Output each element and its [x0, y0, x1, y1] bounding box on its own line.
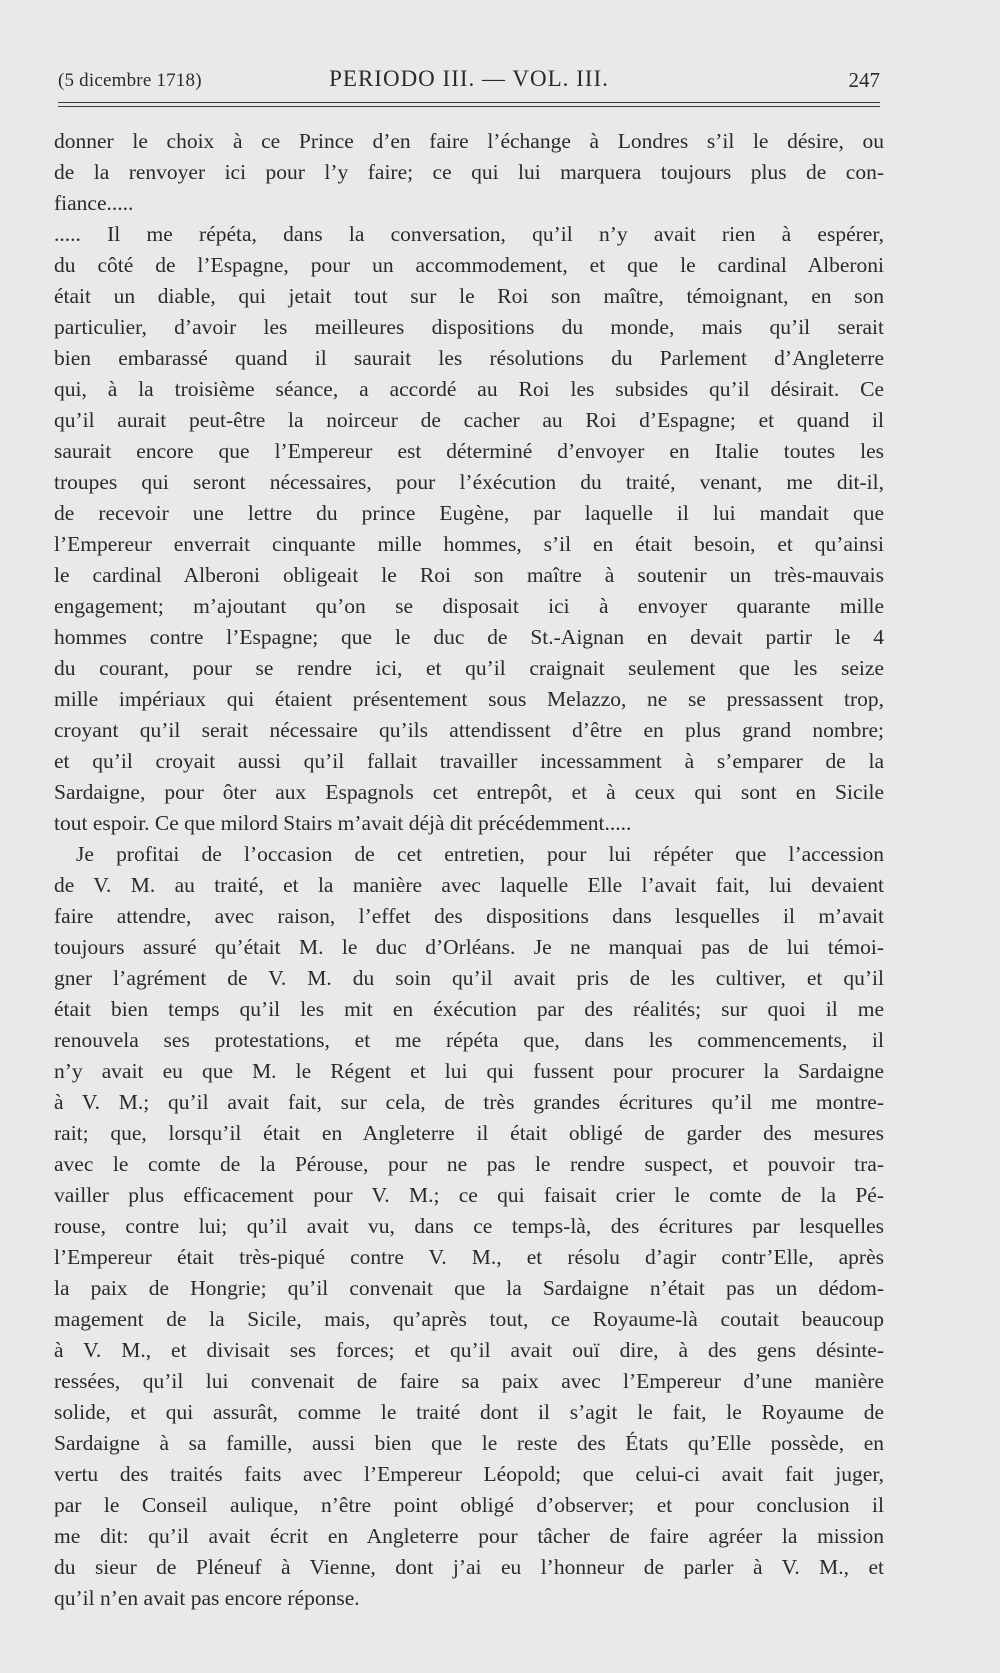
text-line: croyant qu’il serait nécessaire qu’ils attendissent d’être en plus grand nombre;: [54, 718, 884, 742]
text-line: Sardaigne, pour ôter aux Espagnols cet entrepôt, et à ceux qui sont en Sicile: [54, 780, 884, 804]
text-line: rait; que, lorsqu’il était en Angleterre il était obligé de garder des mesures: [54, 1121, 884, 1145]
running-header: [58, 66, 880, 94]
text-line: de recevoir une lettre du prince Eugène, par laquelle il lui mandait que: [54, 501, 884, 525]
text-line: à V. M., et divisait ses forces; et qu’il avait ouï dire, à des gens désinte-: [54, 1338, 884, 1362]
text-line: n’y avait eu que M. le Régent et lui qui fussent pour procurer la Sardaigne: [54, 1059, 884, 1083]
text-line: Je profitai de l’occasion de cet entretien, pour lui répéter que l’accession: [76, 842, 884, 866]
text-line: à V. M.; qu’il avait fait, sur cela, de très grandes écritures qu’il me montre-: [54, 1090, 884, 1114]
text-line: solide, et qui assurât, comme le traité dont il s’agit le fait, le Royaume de: [54, 1400, 884, 1424]
text-line: troupes qui seront nécessaires, pour l’éxécution du traité, venant, me dit-il,: [54, 470, 884, 494]
header-date: (5 dicembre 1718): [58, 70, 202, 91]
text-line: était un diable, qui jetait tout sur le Roi son maître, témoignant, en son: [54, 284, 884, 308]
text-line: qu’il aurait peut-être la noirceur de cacher au Roi d’Espagne; et quand il: [54, 408, 884, 432]
header-rule-top: [58, 102, 880, 103]
text-line: qui, à la troisième séance, a accordé au Roi les subsides qu’il désirait. Ce: [54, 377, 884, 401]
text-line: engagement; m’ajoutant qu’on se disposait ici à envoyer quarante mille: [54, 594, 884, 618]
text-line: donner le choix à ce Prince d’en faire l’échange à Londres s’il le désire, ou: [54, 129, 884, 153]
text-line: de V. M. au traité, et la manière avec laquelle Elle l’avait fait, lui devaient: [54, 873, 884, 897]
body-text: [54, 126, 884, 1614]
text-line: rouse, contre lui; qu’il avait vu, dans ce temps-là, des écritures par lesquelles: [54, 1214, 884, 1238]
text-line: était bien temps qu’il les mit en éxécution par des réalités; sur quoi il me: [54, 997, 884, 1021]
header-rule-bottom: [58, 106, 880, 107]
text-line: du côté de l’Espagne, pour un accommodement, et que le cardinal Alberoni: [54, 253, 884, 277]
text-line: gner l’agrément de V. M. du soin qu’il avait pris de les cultiver, et qu’il: [54, 966, 884, 990]
text-line: du courant, pour se rendre ici, et qu’il craignait seulement que les seize: [54, 656, 884, 680]
text-line: qu’il n’en avait pas encore réponse.: [54, 1586, 360, 1610]
text-line: magement de la Sicile, mais, qu’après tout, ce Royaume-là coutait beaucoup: [54, 1307, 884, 1331]
text-line: le cardinal Alberoni obligeait le Roi son maître à soutenir un très-mauvais: [54, 563, 884, 587]
text-line: particulier, d’avoir les meilleures dispositions du monde, mais qu’il serait: [54, 315, 884, 339]
text-line: Sardaigne à sa famille, aussi bien que le reste des États qu’Elle possède, en: [54, 1431, 884, 1455]
text-line: l’Empereur était très-piqué contre V. M., et résolu d’agir contr’Elle, après: [54, 1245, 884, 1269]
text-line: renouvela ses protestations, et me répéta que, dans les commencements, il: [54, 1028, 884, 1052]
text-line: la paix de Hongrie; qu’il convenait que la Sardaigne n’était pas un dédom-: [54, 1276, 884, 1300]
text-line: et qu’il croyait aussi qu’il fallait travailler incessamment à s’emparer de la: [54, 749, 884, 773]
text-line: faire attendre, avec raison, l’effet des dispositions dans lesquelles il m’avait: [54, 904, 884, 928]
page-number: 247: [848, 68, 880, 92]
text-line: ..... Il me répéta, dans la conversation, qu’il n’y avait rien à espérer,: [54, 222, 884, 246]
text-line: tout espoir. Ce que milord Stairs m’avait déjà dit précédemment.....: [54, 811, 632, 835]
text-line: vailler plus efficacement pour V. M.; ce qui faisait crier le comte de la Pé-: [54, 1183, 884, 1207]
text-line: par le Conseil aulique, n’être point obligé d’observer; et pour conclusion il: [54, 1493, 884, 1517]
text-line: avec le comte de la Pérouse, pour ne pas le rendre suspect, et pouvoir tra-: [54, 1152, 884, 1176]
text-line: me dit: qu’il avait écrit en Angleterre pour tâcher de faire agréer la mission: [54, 1524, 884, 1548]
text-line: l’Empereur enverrait cinquante mille hommes, s’il en était besoin, et qu’ainsi: [54, 532, 884, 556]
text-line: de la renvoyer ici pour l’y faire; ce qui lui marquera toujours plus de con-: [54, 160, 884, 184]
text-line: ressées, qu’il lui convenait de faire sa paix avec l’Empereur d’une manière: [54, 1369, 884, 1393]
text-line: bien embarassé quand il saurait les résolutions du Parlement d’Angleterre: [54, 346, 884, 370]
text-line: du sieur de Pléneuf à Vienne, dont j’ai eu l’honneur de parler à V. M., et: [54, 1555, 884, 1579]
text-line: mille impériaux qui étaient présentement sous Melazzo, ne se pressassent trop,: [54, 687, 884, 711]
text-line: fiance.....: [54, 191, 134, 215]
text-line: vertu des traités faits avec l’Empereur Léopold; que celui-ci avait fait juger,: [54, 1462, 884, 1486]
text-line: hommes contre l’Espagne; que le duc de St.-Aignan en devait partir le 4: [54, 625, 884, 649]
text-line: toujours assuré qu’était M. le duc d’Orléans. Je ne manquai pas de lui témoi-: [54, 935, 884, 959]
header-title: PERIODO III. — VOL. III.: [329, 66, 609, 91]
text-line: saurait encore que l’Empereur est déterminé d’envoyer en Italie toutes les: [54, 439, 884, 463]
